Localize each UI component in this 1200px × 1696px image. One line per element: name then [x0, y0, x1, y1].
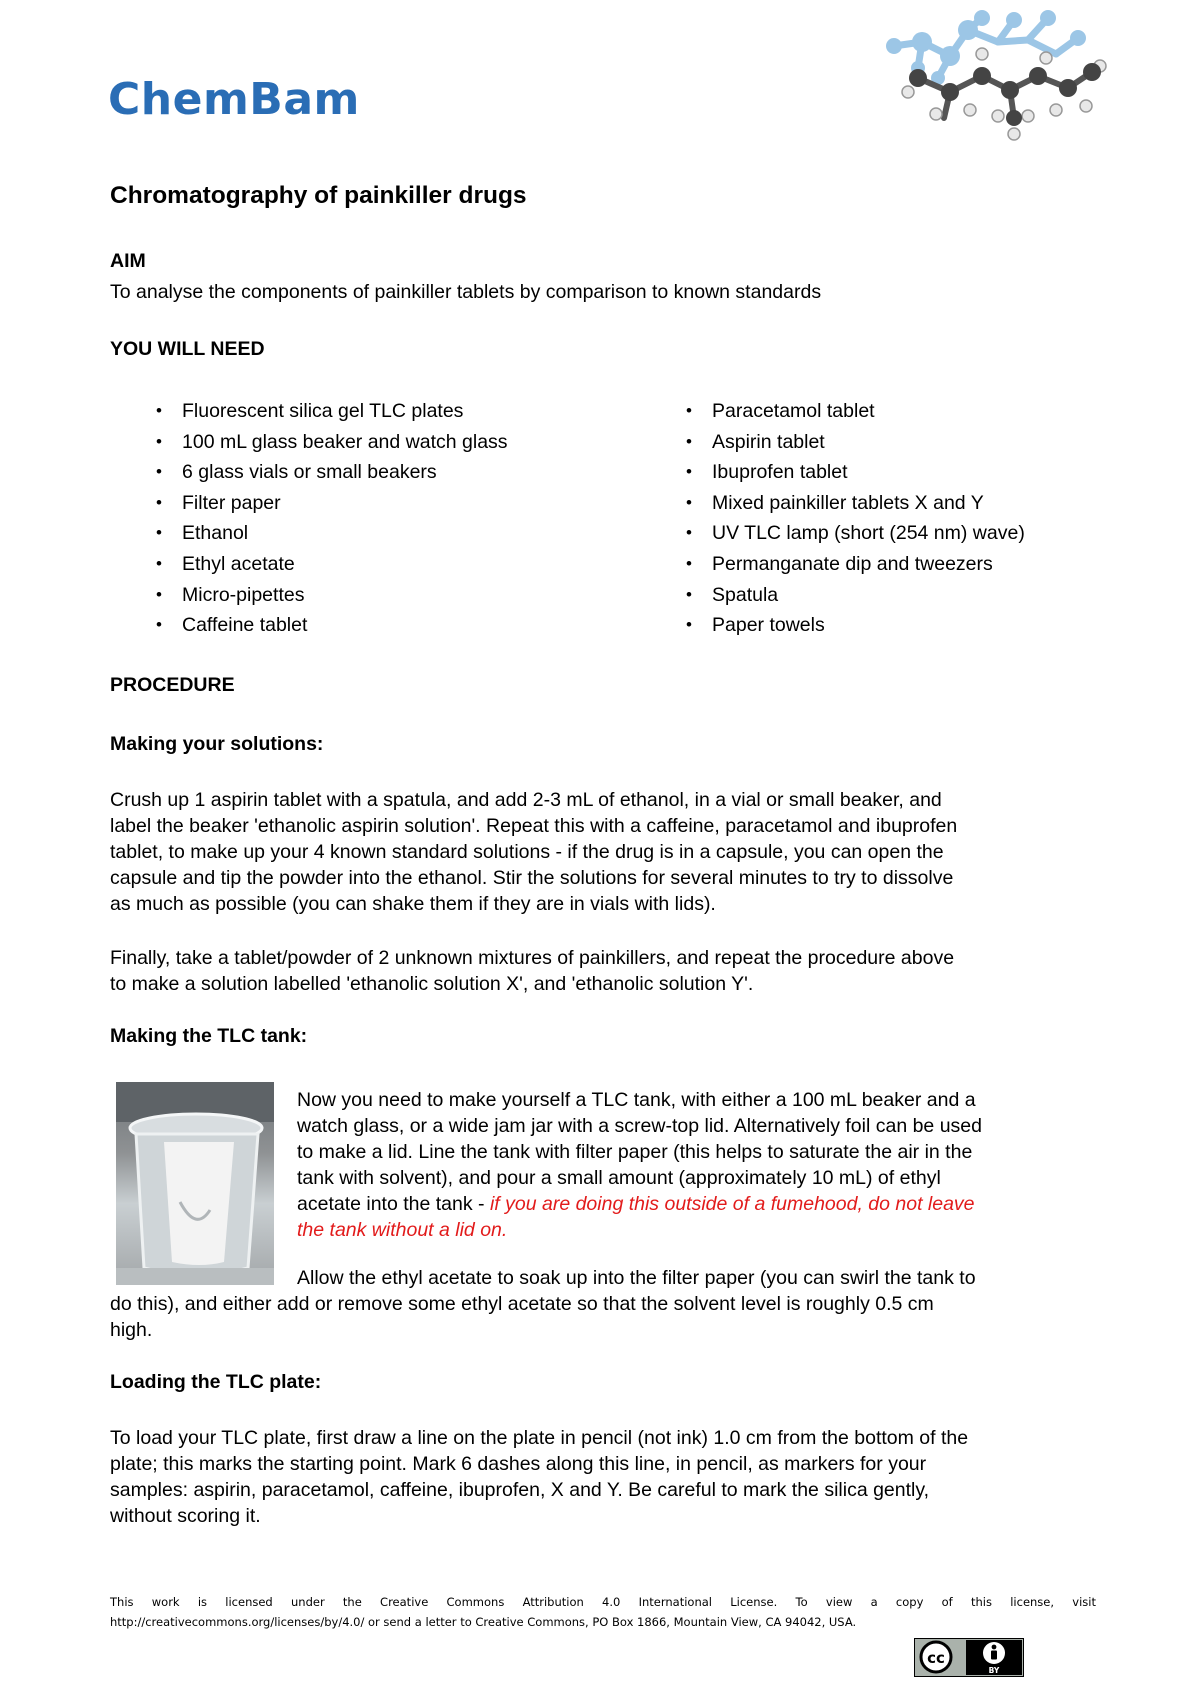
- by-badge-label: BY: [988, 1666, 1000, 1675]
- tank-paragraph-1: [297, 1087, 1117, 1243]
- cc-badge-label: cc: [927, 1649, 945, 1667]
- list-item: • Permanganate dip and tweezers: [640, 549, 1120, 580]
- page-title: Chromatography of painkiller drugs: [110, 182, 527, 209]
- brand-logo: ChemBam: [108, 74, 360, 125]
- list-item: • Caffeine tablet: [110, 610, 630, 641]
- text-line: To load your TLC plate, first draw a line on the plate in pencil (not ink) 1.0 cm from the bottom of the: [110, 1427, 969, 1449]
- list-item: • Ethanol: [110, 518, 630, 549]
- text-line: watch glass, or a wide jam jar with a screw-top lid. Alternatively foil can be used: [297, 1115, 982, 1137]
- list-item: • Spatula: [640, 580, 1120, 611]
- tank-paragraph-2-line1: Allow the ethyl acetate to soak up into the filter paper (you can swirl the tank to: [297, 1267, 976, 1289]
- license-link-text[interactable]: http://creativecommons.org/licenses/by/4.0/ or send a letter to Creative Commons, PO Box 1866, Mountain View, CA 94042, USA.: [110, 1615, 857, 1629]
- text-line: tablet, to make up your 4 known standard solutions - if the drug is in a capsule, you can open the: [110, 841, 944, 863]
- text-line: samples: aspirin, paracetamol, caffeine, ibuprofen, X and Y. Be careful to mark the silica gently,: [110, 1479, 930, 1501]
- molecule-icon: [878, 6, 1108, 148]
- cc-by-badge-icon[interactable]: [914, 1638, 1024, 1677]
- text-line: Finally, take a tablet/powder of 2 unknown mixtures of painkillers, and repeat the procedure above: [110, 947, 955, 969]
- equipment-list-left: [110, 396, 630, 641]
- text-line: Now you need to make yourself a TLC tank, with either a 100 mL beaker and a: [297, 1089, 976, 1111]
- tank-instruction-text: acetate into the tank -: [297, 1193, 490, 1215]
- text-line: label the beaker 'ethanolic aspirin solution'. Repeat this with a caffeine, paracetamol and ibuprofen: [110, 815, 958, 837]
- procedure-heading: PROCEDURE: [110, 674, 235, 696]
- solutions-heading: Making your solutions:: [110, 733, 324, 755]
- list-item: • UV TLC lamp (short (254 nm) wave): [640, 518, 1120, 549]
- text-line: Crush up 1 aspirin tablet with a spatula, and add 2-3 mL of ethanol, in a vial or small beaker, and: [110, 789, 942, 811]
- list-item: • Aspirin tablet: [640, 427, 1120, 458]
- text-line: [297, 1191, 1117, 1217]
- text-line: to make a solution labelled 'ethanolic solution X', and 'ethanolic solution Y'.: [110, 973, 754, 995]
- license-text: This work is licensed under the Creative Commons Attribution 4.0 International License. To view a copy of this license, visit: [110, 1595, 1096, 1609]
- tank-paragraph-2-rest: [110, 1291, 1110, 1343]
- list-item: • Paper towels: [640, 610, 1120, 641]
- list-item: • Micro-pipettes: [110, 580, 630, 611]
- text-line: as much as possible (you can shake them if they are in vials with lids).: [110, 893, 716, 915]
- tlc-tank-photo: [116, 1082, 274, 1285]
- text-line: high.: [110, 1319, 153, 1341]
- list-item: • Paracetamol tablet: [640, 396, 1120, 427]
- equipment-list-right: [640, 396, 1120, 641]
- text-line: do this), and either add or remove some ethyl acetate so that the solvent level is roughly 0.5 cm: [110, 1293, 934, 1315]
- aim-text: To analyse the components of painkiller tablets by comparison to known standards: [110, 281, 822, 303]
- list-item: • Ethyl acetate: [110, 549, 630, 580]
- aim-heading: AIM: [110, 250, 146, 272]
- beaker-image: [116, 1082, 274, 1285]
- list-item: • Fluorescent silica gel TLC plates: [110, 396, 630, 427]
- list-item: • Filter paper: [110, 488, 630, 519]
- list-item: • Ibuprofen tablet: [640, 457, 1120, 488]
- text-line: capsule and tip the powder into the ethanol. Stir the solutions for several minutes to try to dissolve: [110, 867, 954, 889]
- text-line: to make a lid. Line the tank with filter paper (this helps to saturate the air in the: [297, 1141, 973, 1163]
- text-line: plate; this marks the starting point. Mark 6 dashes along this line, in pencil, as markers for your: [110, 1453, 927, 1475]
- list-item: • 6 glass vials or small beakers: [110, 457, 630, 488]
- solutions-paragraph-2: [110, 945, 1110, 997]
- loading-heading: Loading the TLC plate:: [110, 1371, 322, 1393]
- loading-paragraph: [110, 1425, 1110, 1529]
- safety-warning: if you are doing this outside of a fumehood, do not leave: [489, 1193, 975, 1215]
- list-item: • 100 mL glass beaker and watch glass: [110, 427, 630, 458]
- tank-heading: Making the TLC tank:: [110, 1025, 308, 1047]
- solutions-paragraph-1: [110, 787, 1110, 917]
- need-heading: YOU WILL NEED: [110, 338, 265, 360]
- safety-warning: the tank without a lid on.: [297, 1219, 508, 1241]
- license-footer: [110, 1592, 1096, 1632]
- text-line: tank with solvent), and pour a small amount (approximately 10 mL) of ethyl: [297, 1167, 941, 1189]
- list-item: • Mixed painkiller tablets X and Y: [640, 488, 1120, 519]
- text-line: without scoring it.: [110, 1505, 261, 1527]
